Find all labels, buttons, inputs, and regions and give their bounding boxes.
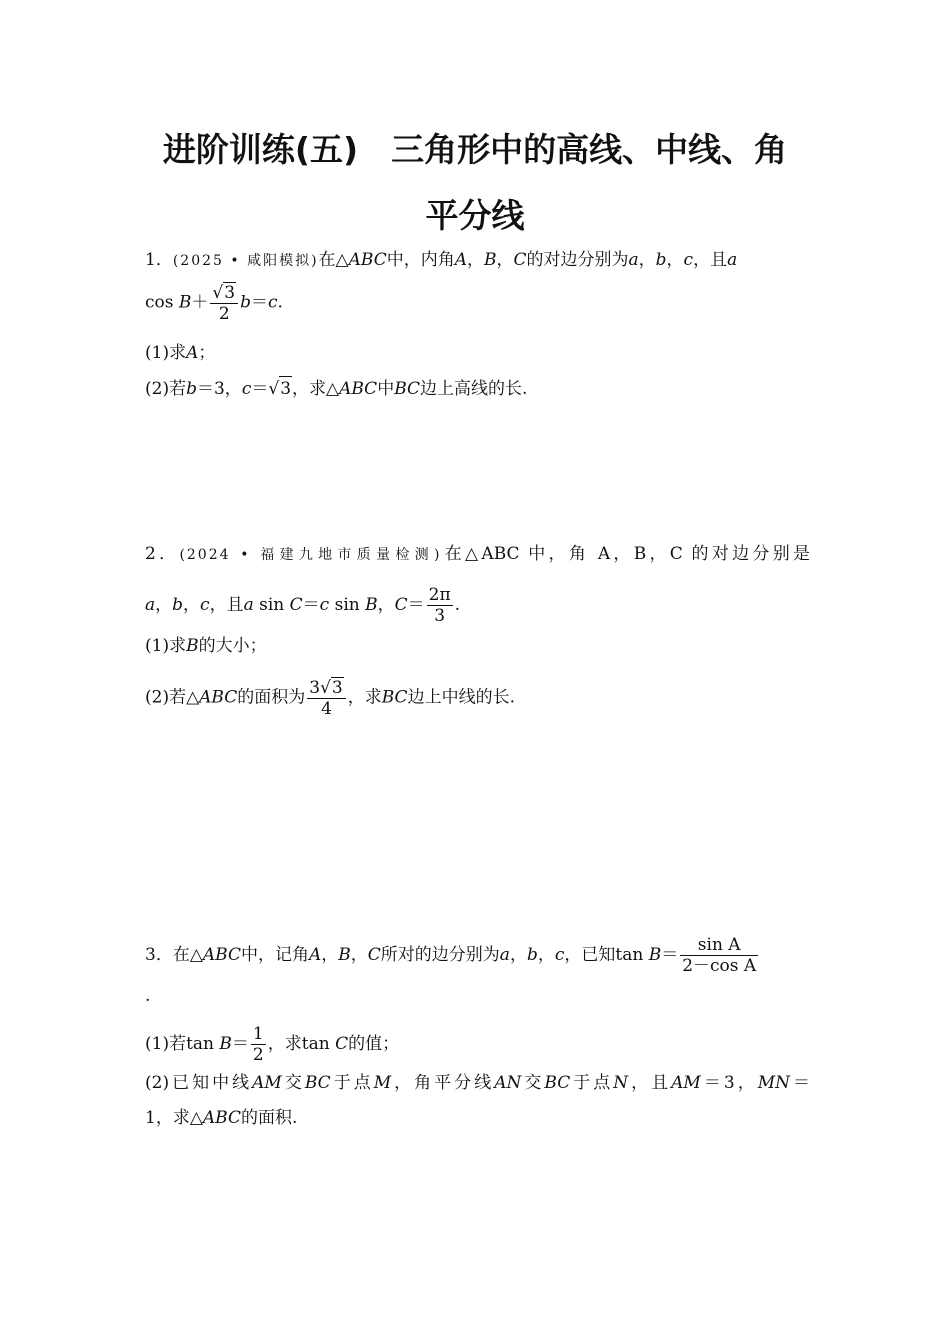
problem-1-line-2: cos B＋ $\frac{√3}{2}$ b＝c. bbox=[145, 283, 283, 324]
problem-2-question-2: (2)若△ABC的面积为 $\frac{3√3}{4}$ ，求BC边上中线的长. bbox=[145, 678, 515, 719]
page-title-line-1: 进阶训练(五) 三角形中的高线、中线、角 bbox=[162, 130, 788, 169]
problem-3-question-2-line-1: (2)已知中线AM交BC于点M，角平分线AN交BC于点N，且AM＝3，MN＝ bbox=[145, 1073, 811, 1093]
fraction: $\frac{\text{sin A}}{\text{2－cos A}}$ bbox=[682, 935, 757, 976]
fraction: $\frac{1}{2}$ bbox=[252, 1024, 264, 1065]
fraction: $\frac{3√3}{4}$ bbox=[307, 677, 346, 719]
problem-3-dot: . bbox=[145, 986, 151, 1006]
fraction: $\frac{2\pi}{3}$ bbox=[428, 585, 451, 626]
problem-2-question-1: (1)求B的大小； bbox=[145, 636, 267, 656]
page-title-line-2: 平分线 bbox=[425, 196, 525, 235]
problem-3-line-1: 3．在△ABC中，记角A，B，C所对的边分别为a，b，c，已知tan B＝ $\frac{\text{sin A}}{\text{2－cos A}}$ bbox=[145, 935, 757, 976]
problem-2-line-1: 2．(2024 • 福建九地市质量检测)在△ABC 中，角 A，B，C 的对边分别是 bbox=[145, 544, 811, 564]
problem-1-question-2: (2)若b＝3，c＝√3，求△ABC中BC边上高线的长. bbox=[145, 376, 810, 401]
problem-3-question-2-line-2: 1，求△ABC的面积. bbox=[145, 1108, 298, 1128]
problem-1-line-1: 1．(2025 • 咸阳模拟)在△ABC中，内角A，B，C的对边分别为a，b，c，且a bbox=[145, 250, 738, 270]
problem-2-line-2: a，b，c，且a sin C＝c sin B，C＝ $\frac{2\pi}{3}$ . bbox=[145, 585, 461, 626]
problem-1-question-1: (1)求A； bbox=[145, 343, 216, 363]
fraction: $\frac{√3}{2}$ bbox=[210, 282, 238, 324]
problem-3-question-1: (1)若tan B＝ $\frac{1}{2}$ ，求tan C的值； bbox=[145, 1024, 400, 1065]
